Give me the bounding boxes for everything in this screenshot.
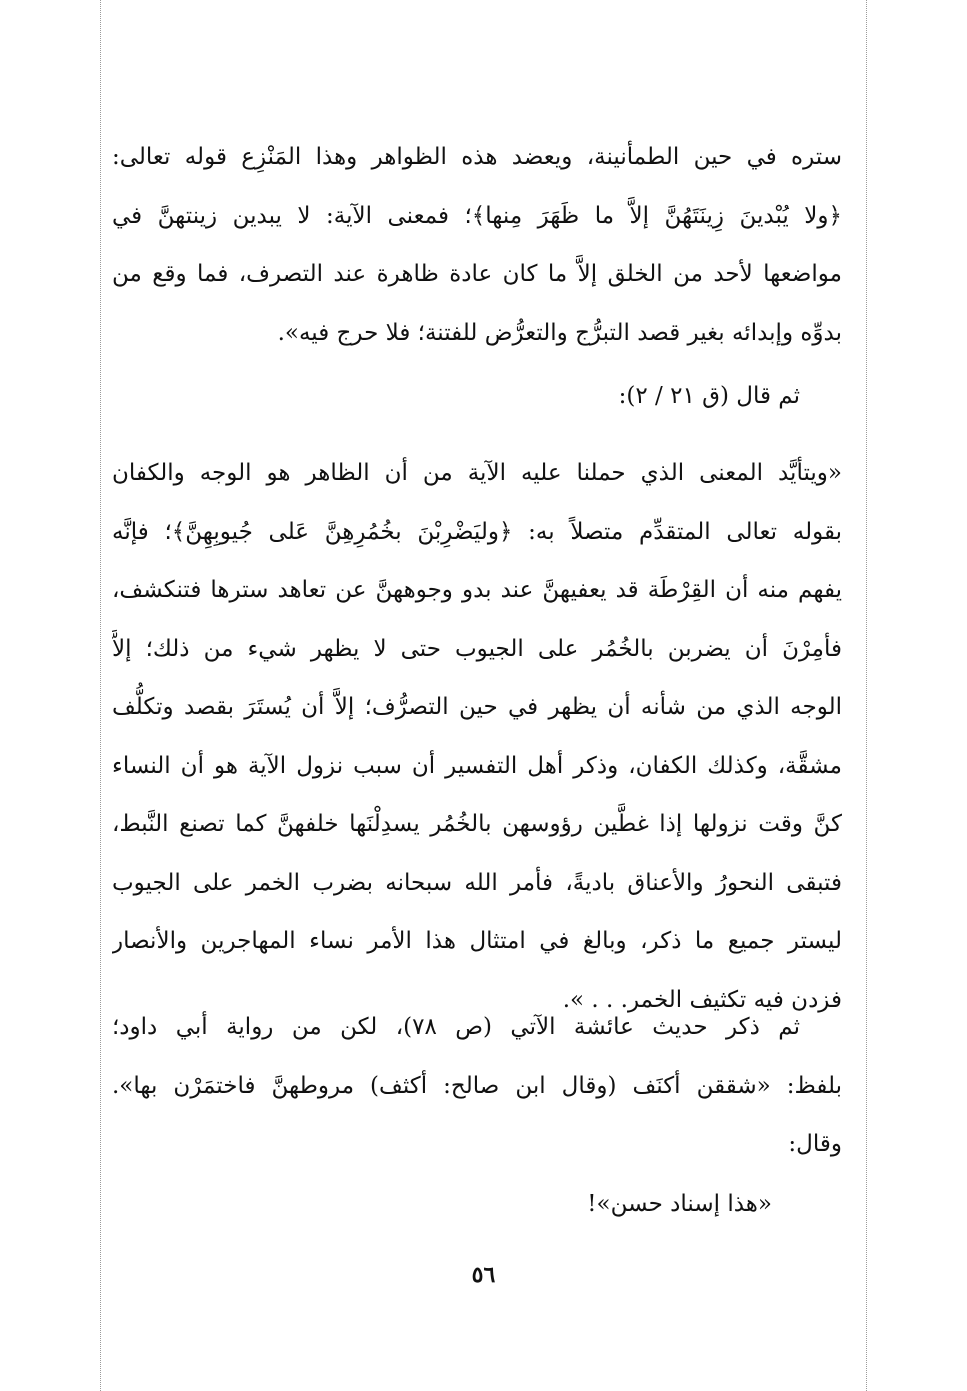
paragraph-1 [112,128,842,362]
paragraph-4-line-3: وقال: [788,1131,842,1157]
paragraph-2 [112,367,842,426]
paragraph-4 [112,998,842,1174]
paragraph-1-line-3: مواضعها لأحد من الخلق إلاَّ ما كان عادة ظاهرة عند التصرف، فما وقع من [112,261,842,287]
paragraph-3-line-5: الوجه الذي من شأنه أن يظهر في حين التصرُّف؛ إلاَّ أن يُستَرَ بقصد وتكلُّف [112,694,842,720]
page-number: ٥٦ [471,1262,496,1288]
paragraph-4-line-1: ثم ذكر حديث عائشة الآتي (ص ٧٨)، لكن من رواية أبي داود؛ [112,1014,800,1040]
paragraph-5-line-1: «هذا إسناد حسن»! [587,1191,772,1217]
paragraph-1-line-4: بدوِّه وإبدائه بغير قصد التبرُّج والتعرُّض للفتنة؛ فلا حرج فيه». [277,319,842,346]
left-margin-guide [100,0,101,1391]
paragraph-4-line-2: بلفظ: «شققن أكنَف (وقال ابن صالح: أكثف) مروطهنَّ فاختمَرْن بها». [112,1072,842,1099]
paragraph-3-line-7: كنَّ وقت نزولها إذا غطَّين رؤوسهن بالخُمُر يسدِلْنَها خلفهنَّ كما تصنع النَّبط، [112,811,842,837]
paragraph-3-line-8: فتبقى النحورُ والأعناق باديةً، فأمر الله سبحانه بضرب الخمر على الجيوب [112,869,842,896]
right-margin-guide [866,0,867,1391]
paragraph-3 [112,444,842,1029]
paragraph-2-line-1: ثم قال (ق ٢١ / ٢): [618,383,800,409]
paragraph-5 [112,1175,842,1234]
paragraph-3-line-3: يفهم منه أن القِرْطَة قد يعفيهنَّ عند بدو وجوههنَّ عن تعاهد سترها فتنكشف، [112,577,842,603]
paragraph-3-line-6: مشقَّة، وكذلك الكفان، وذكر أهل التفسير أن سبب نزول الآية هو أن النساء [112,752,842,779]
paragraph-3-line-4: فأمِرْنَ أن يضربن بالخُمُر على الجيوب حتى لا يظهر شيء من ذلك؛ إلاَّ [112,635,842,662]
paragraph-3-line-1: «ويتأيَّد المعنى الذي حملنا عليه الآية من أن الظاهر هو الوجه والكفان [112,460,842,486]
paragraph-3-line-2: بقوله تعالى المتقدِّم متصلاً به: ﴿وليَضْرِبْنَ بخُمُرِهِنَّ عَلى جُيوبِهِنَّ﴾؛ فإنَّه [112,518,842,545]
paragraph-1-line-2: ﴿ولا يُبْدينَ زِينَتَهُنَّ إلاَّ ما ظَهَرَ مِنها﴾؛ فمعنى الآية: لا يبدين زينتهنَّ في [112,202,842,229]
paragraph-3-line-9: ليستر جميع ما ذكر، وبالغ في امتثال هذا الأمر نساء المهاجرين والأنصار [112,928,842,954]
paragraph-3-line-10: فزدن فيه تكثيف الخمر. . . ». [562,986,842,1013]
paragraph-1-line-1: ستره في حين الطمأنينة، ويعضد هذه الظواهر وهذا المَنْزِع قوله تعالى: [112,144,842,170]
